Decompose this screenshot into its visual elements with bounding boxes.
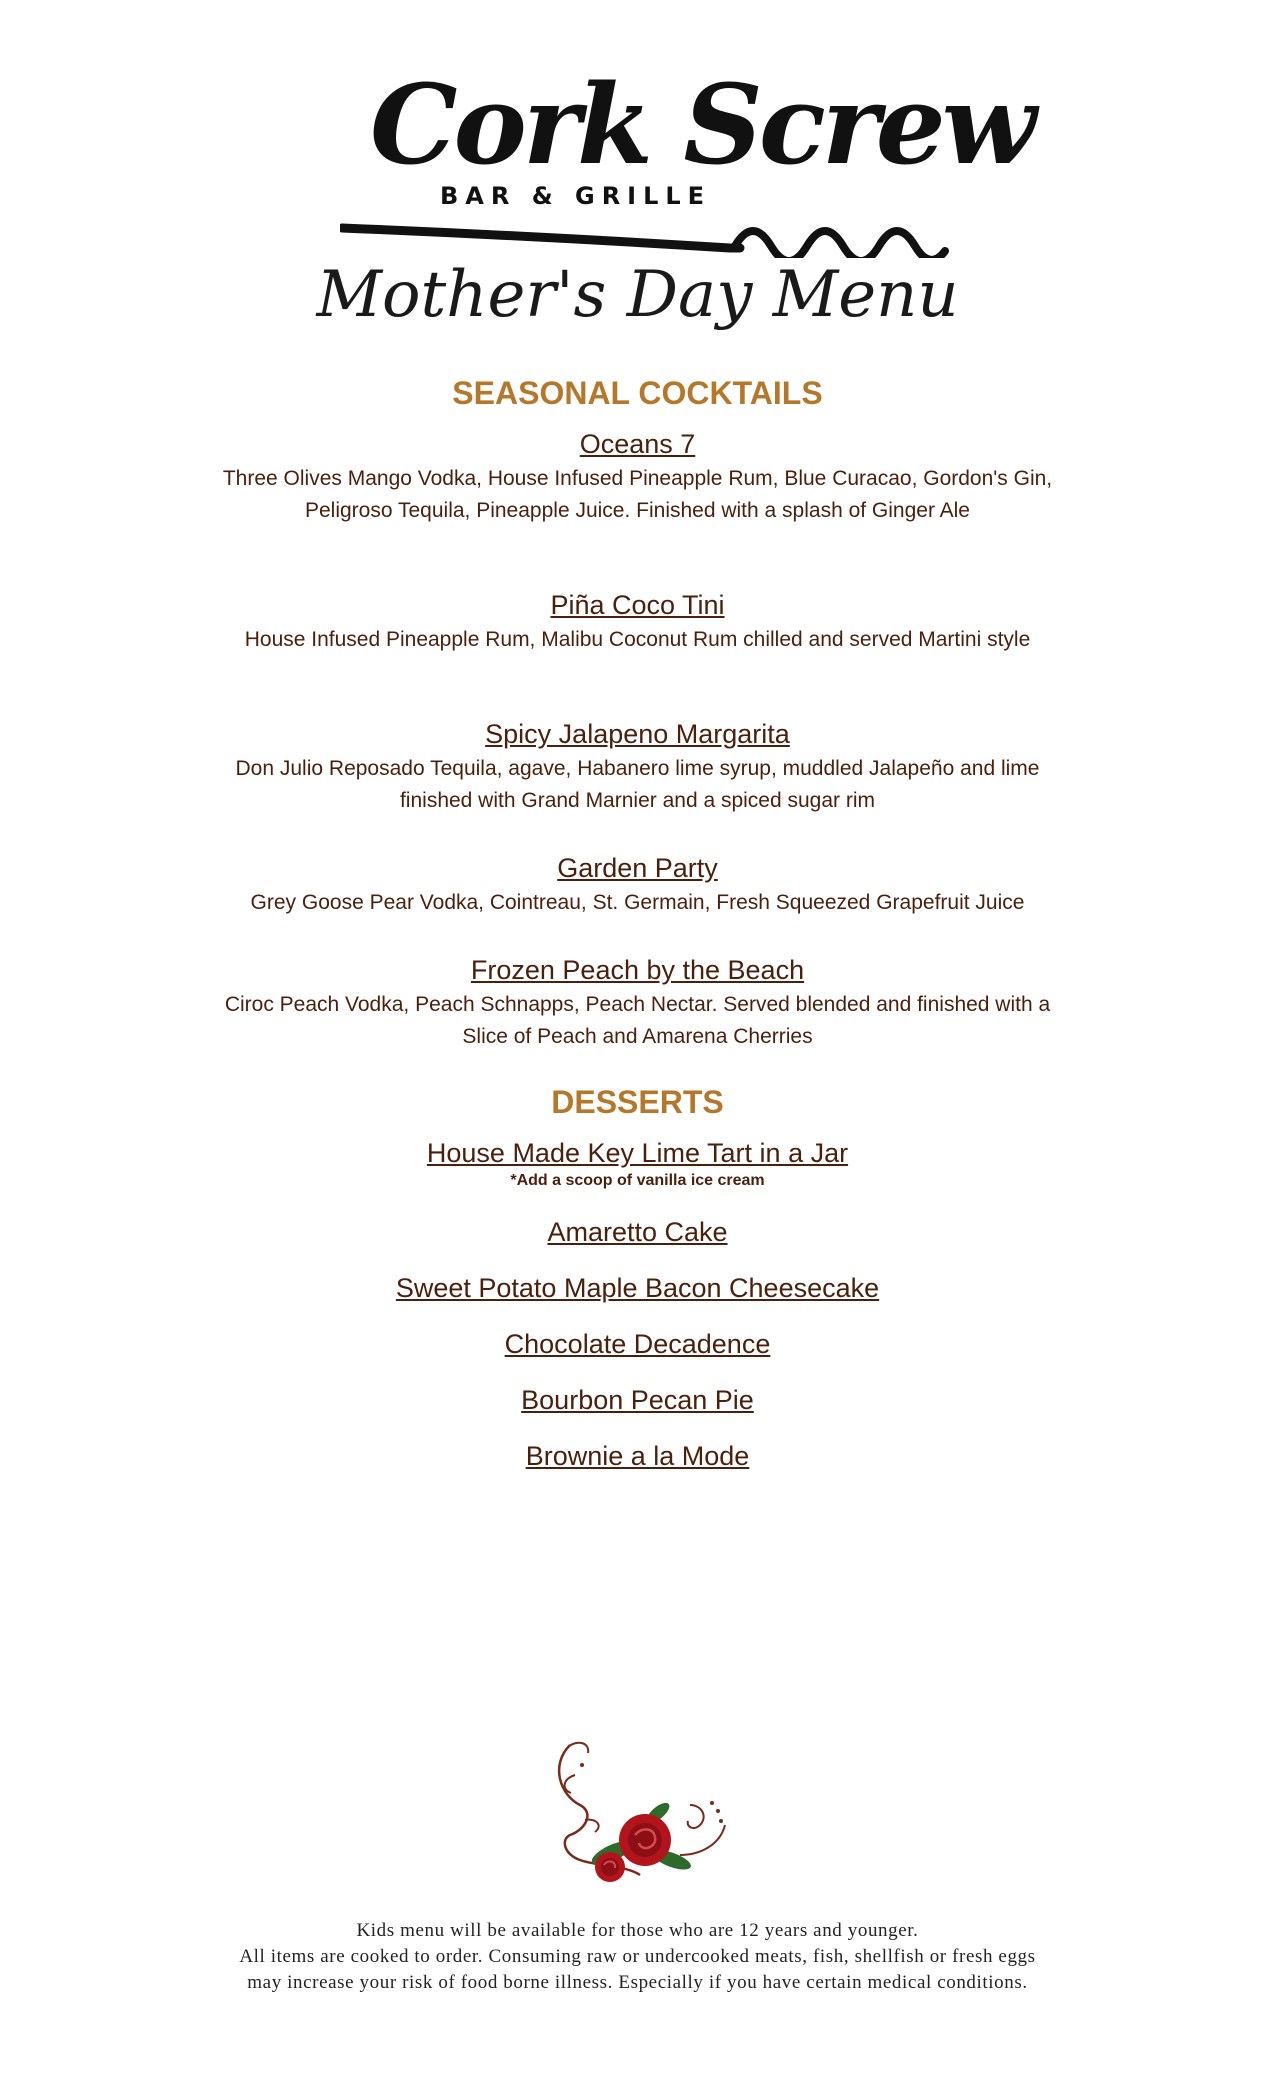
dessert-item-key-lime-tart [0, 1136, 1275, 1192]
menu-item-description: Grey Goose Pear Vodka, Cointreau, St. Germain, Fresh Squeezed Grapefruit Juice [250, 891, 1025, 914]
menu-item-name: Spicy Jalapeno Margarita [485, 719, 790, 749]
section-title-cocktails: SEASONAL COCKTAILS [452, 375, 823, 411]
dessert-name: Sweet Potato Maple Bacon Cheesecake [395, 1273, 880, 1303]
dessert-name: Bourbon Pecan Pie [521, 1385, 754, 1415]
logo-script-text: Cork Screw [370, 60, 1033, 189]
menu-item-description: House Infused Pineapple Rum, Malibu Coconut Rum chilled and served Martini style [244, 628, 1031, 651]
logo-subtext: BAR & GRILLE [440, 182, 712, 210]
dessert-name: Chocolate Decadence [504, 1329, 771, 1359]
rose-flourish-icon [540, 1735, 740, 1895]
menu-item-name: Garden Party [557, 853, 718, 883]
menu-item-oceans-7 [0, 427, 1275, 527]
dessert-item-amaretto-cake [0, 1215, 1275, 1249]
dessert-name: House Made Key Lime Tart in a Jar [426, 1138, 849, 1168]
footer-line-risk: may increase your risk of food borne illness. Especially if you have certain medical conditions. [247, 1972, 1028, 1993]
dessert-item-sweet-potato-cheesecake [0, 1271, 1275, 1305]
menu-item-description: Ciroc Peach Vodka, Peach Schnapps, Peach Nectar. Served blended and finished with a Slice of Peach and Amarena Cherries [224, 993, 1051, 1048]
section-title-desserts: DESSERTS [551, 1084, 724, 1120]
dessert-item-chocolate-decadence [0, 1327, 1275, 1361]
wave-underline-icon [340, 188, 960, 258]
menu-item-frozen-peach [0, 953, 1275, 1053]
menu-subtitle: Mother's Day Menu [316, 258, 959, 332]
menu-item-spicy-jalapeno-margarita [0, 717, 1275, 817]
restaurant-logo [340, 60, 1033, 260]
footer-line-kids: Kids menu will be available for those who are 12 years and younger. [356, 1920, 919, 1941]
menu-item-name: Oceans 7 [579, 429, 696, 459]
menu-item-pina-coco-tini [0, 588, 1275, 656]
dessert-name: Brownie a la Mode [525, 1441, 750, 1471]
dessert-item-brownie-a-la-mode [0, 1439, 1275, 1473]
dessert-note: *Add a scoop of vanilla ice cream [510, 1172, 765, 1189]
menu-item-name: Piña Coco Tini [550, 590, 725, 620]
menu-item-garden-party [0, 851, 1275, 919]
footer-line-cooked: All items are cooked to order. Consuming raw or undercooked meats, fish, shellfish or fresh eggs [239, 1946, 1036, 1967]
footer-disclaimer [0, 1918, 1275, 1996]
dessert-name: Amaretto Cake [547, 1217, 728, 1247]
menu-item-description: Three Olives Mango Vodka, House Infused Pineapple Rum, Blue Curacao, Gordon's Gin, Peligroso Tequila, Pineapple Juice. Finished with a splash of Ginger Ale [222, 467, 1053, 522]
dessert-item-bourbon-pecan-pie [0, 1383, 1275, 1417]
menu-item-description: Don Julio Reposado Tequila, agave, Habanero lime syrup, muddled Jalapeño and lime finished with Grand Marnier and a spiced sugar rim [235, 757, 1040, 812]
menu-item-name: Frozen Peach by the Beach [470, 955, 805, 985]
